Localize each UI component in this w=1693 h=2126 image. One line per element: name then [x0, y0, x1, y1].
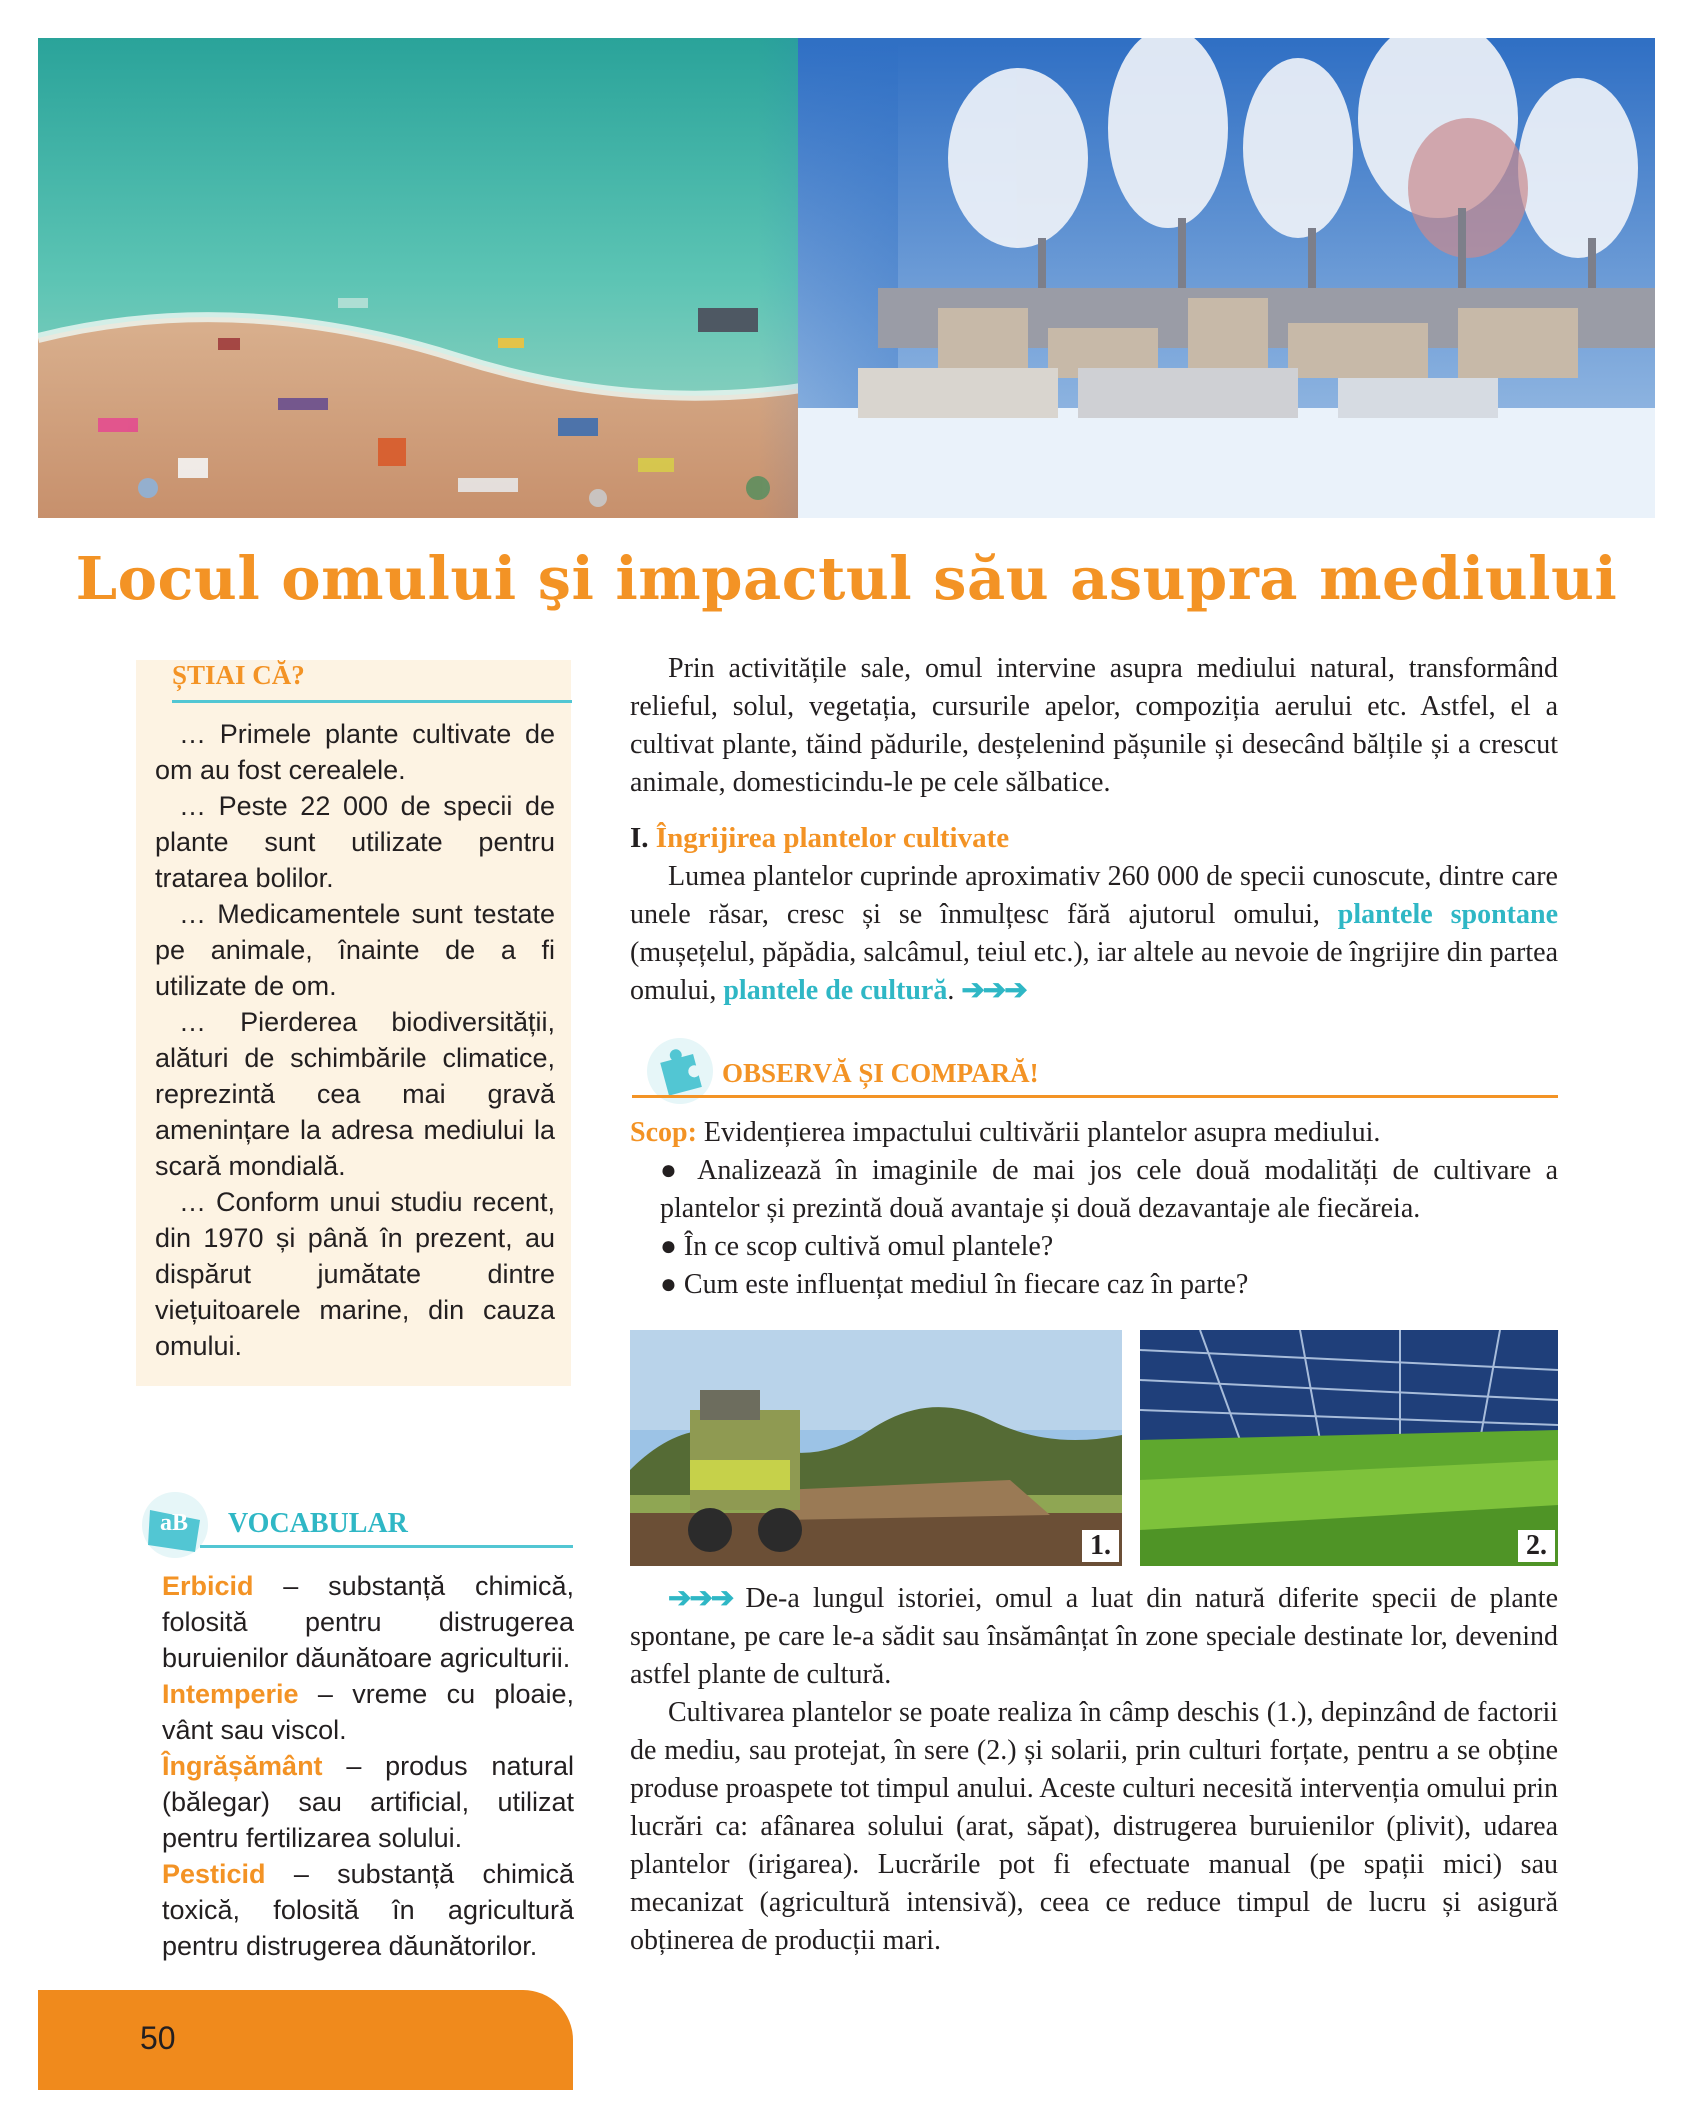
section-text-part: Lumea plantelor cuprinde aproximativ 260 000 de specii cunoscute, dintre care unele răsar, cresc și se înmulțesc fără ajutorul omului, — [630, 861, 1558, 930]
continue-arrows-icon: ➔➔➔ — [961, 975, 1026, 1006]
purpose-text: Evidențierea impactului cultivării plantelor asupra mediului. — [696, 1117, 1381, 1148]
section-text — [630, 858, 1558, 1010]
did-you-know-item: … Peste 22 000 de specii de plante sunt utilizate pentru tratarea bolilor. — [155, 791, 555, 893]
vocabulary-entry — [162, 1748, 574, 1856]
section-number: I. — [630, 822, 649, 854]
intro-text: Prin activitățile sale, omul intervine asupra mediului natural, transformând relieful, solul, vegetația, cursurile apelor, compoziția aerului etc. Astfel, el a cultivat plante, tăind pădurile, desțelenind pășunile și desecând bălțile și a crescut animale, domesticindu-le pe cele sălbatice. — [630, 653, 1558, 798]
vocabulary-term: Îngrășământ — [162, 1751, 323, 1781]
cultivation-text: Cultivarea plantelor se poate realiza în câmp deschis (1.), depinzând de factorii de mediu, sau protejat, în sere (2.) și solarii, prin culturi forțate, pentru a se obține produse proaspete tot timpul anului. Aceste culturi necesită intervenția omului prin lucrări ca: afânarea solului (arat, săpat), distrugerea buruienilor (plivit), udarea plantelor (irigarea). Lucrările pot fi efectuate manual (pe spații mici) sau mecanizat (agricultură intensivă), ceea ce reduce timpul de lucru și asigură obținerea de producții mari. — [630, 1697, 1558, 1956]
section-text-part: . — [947, 975, 955, 1006]
vocabulary-rule — [200, 1545, 573, 1548]
observe-compare-heading: OBSERVĂ ȘI COMPARĂ! — [722, 1058, 1039, 1088]
highlight-spontaneous-plants: plantele spontane — [1337, 899, 1558, 930]
did-you-know-item: … Pierderea biodiversității, alături de schimbările climatice, reprezintă cea mai gravă amenințare la adresa mediului la scară mondială. — [155, 1007, 555, 1181]
photo-1-label: 1. — [1082, 1530, 1119, 1562]
section-paragraph — [630, 858, 1558, 1010]
photo-2-label: 2. — [1518, 1530, 1555, 1562]
vocabulary-definition: – vreme cu ploaie, vânt sau viscol. — [162, 1679, 574, 1745]
vocabulary-entry — [162, 1676, 574, 1748]
continuation-paragraphs — [630, 1580, 1558, 1960]
vocabulary-list — [162, 1568, 574, 1964]
vocabulary-ab-icon — [140, 1490, 210, 1560]
greenhouse-lettuce-photo — [1140, 1330, 1558, 1566]
observe-compare-body — [630, 1114, 1558, 1304]
task-bullet: ● Analizează în imaginile de mai jos cele două modalități de cultivare a plantelor și prezintă două avantaje și două dezavantaje ale fiecăreia. — [660, 1155, 1558, 1224]
continuation-text-part: De-a lungul istoriei, omul a luat din natură diferite specii de plante spontane, pe care le-a sădit sau însămânțat în zone speciale destinate lor, devenind astfel plante de cultură. — [630, 1583, 1558, 1690]
svg-text:aB: aB — [160, 1510, 189, 1536]
vocabulary-entry — [162, 1568, 574, 1676]
vocabulary-definition: – substanță chimică toxică, folosită în agricultură pentru distrugerea dăunătorilor. — [162, 1859, 574, 1961]
did-you-know-heading: ȘTIAI CĂ? — [172, 660, 305, 690]
did-you-know-list — [155, 716, 555, 1364]
vocabulary-entry — [162, 1856, 574, 1964]
observe-compare-rule — [632, 1095, 1558, 1098]
highlight-cultivated-plants: plantele de cultură — [723, 975, 948, 1006]
page-number: 50 — [140, 2020, 176, 2056]
vocabulary-term: Pesticid — [162, 1859, 266, 1889]
vocabulary-term: Intemperie — [162, 1679, 299, 1709]
vocabulary-heading: VOCABULAR — [228, 1508, 408, 1539]
section-heading — [630, 822, 1009, 855]
purpose-label: Scop: — [630, 1117, 697, 1148]
page-title: Locul omului şi impactul său asupra mediului — [75, 544, 1618, 613]
page-number-tab — [38, 1990, 573, 2090]
did-you-know-item: … Conform unui studiu recent, din 1970 și până în prezent, au dispărut jumătate dintre viețuitoarele marine, din cauza omului. — [155, 1187, 555, 1361]
section-title: Îngrijirea plantelor cultivate — [655, 822, 1010, 854]
did-you-know-item: … Medicamentele sunt testate pe animale, înainte de a fi utilizate de om. — [155, 899, 555, 1001]
purpose-line — [630, 1114, 1558, 1152]
task-bullet: ● În ce scop cultivă omul plantele? — [660, 1231, 1054, 1262]
task-bullet: ● Cum este influențat mediul în fiecare caz în parte? — [660, 1269, 1249, 1300]
section-text-part: (mușețelul, păpădia, salcâmul, teiul etc.), iar altele au nevoie de îngrijire din partea omului, — [630, 937, 1558, 1006]
vocabulary-definition: – produs natural (bălegar) sau artificial, utilizat pentru fertilizarea solului. — [162, 1751, 574, 1853]
hero-image — [38, 38, 1655, 518]
vocabulary-definition: – substanță chimică, folosită pentru distrugerea buruienilor dăunătoare agriculturii. — [162, 1571, 574, 1673]
vocabulary-term: Erbicid — [162, 1571, 254, 1601]
continuation-text — [630, 1580, 1558, 1694]
did-you-know-item: … Primele plante cultivate de om au fost cerealele. — [155, 719, 555, 785]
did-you-know-rule — [172, 700, 572, 703]
intro-paragraph — [630, 650, 1558, 802]
polluted-beach-and-industry-illustration — [38, 38, 1655, 518]
continuation-arrows-icon: ➔➔➔ — [668, 1583, 733, 1614]
open-field-harvester-photo — [630, 1330, 1122, 1566]
